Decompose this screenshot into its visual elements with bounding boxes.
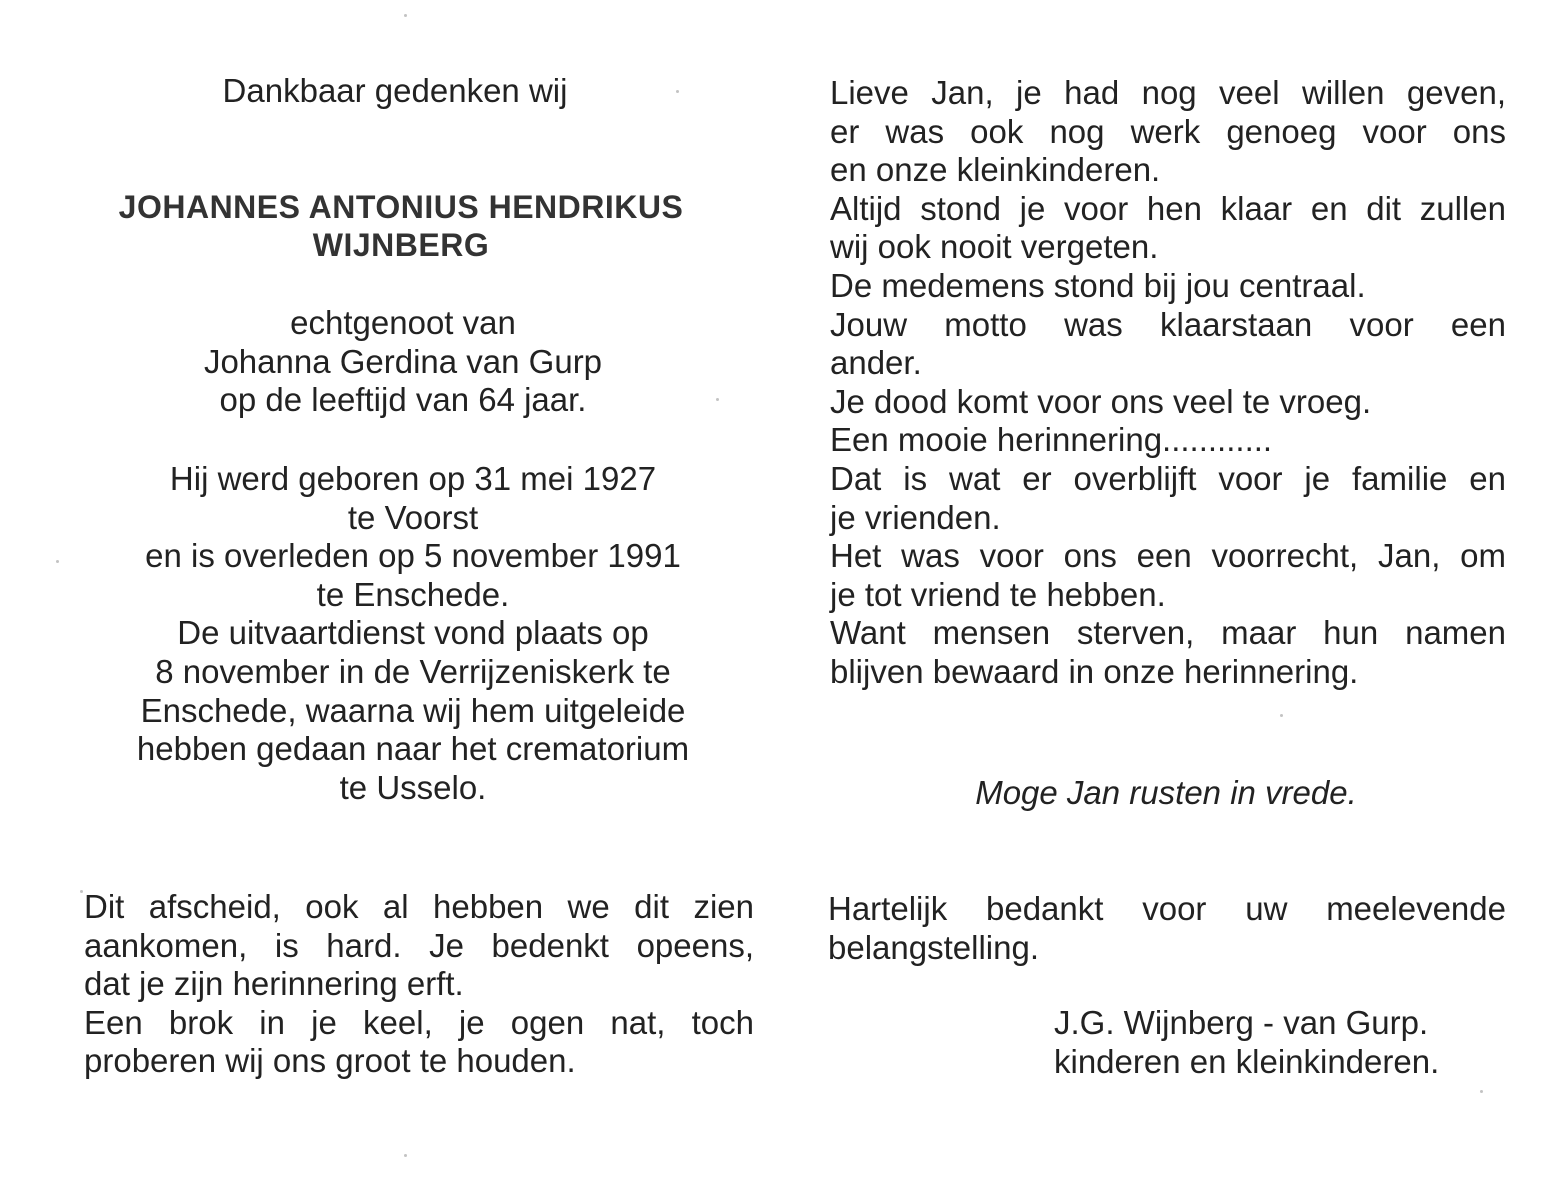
signature — [1054, 1004, 1504, 1081]
poem-line: Altijd stond je voor hen klaar en dit zullen — [830, 189, 1506, 227]
thanks-line: belangstelling. — [828, 928, 1039, 966]
poem-line: Dat is wat er overblijft voor je familie en — [830, 459, 1506, 497]
life-line: Hij werd geboren op 31 mei 1927 — [169, 460, 657, 497]
life-line: te Usselo. — [339, 768, 487, 806]
poem-text — [830, 74, 1506, 692]
life-line: te Voorst — [347, 498, 479, 536]
rest-in-peace: Moge Jan rusten in vrede. — [975, 774, 1357, 811]
poem-line: De medemens stond bij jou centraal. — [830, 266, 1366, 304]
life-details — [70, 460, 756, 807]
scan-speck — [676, 90, 679, 93]
scan-speck — [404, 1154, 407, 1157]
spouse-line: echtgenoot van — [290, 304, 516, 341]
spouse-line: op de leeftijd van 64 jaar. — [219, 381, 587, 419]
poem-line: er was ook nog werk genoeg voor ons — [830, 112, 1506, 150]
spouse-line: Johanna Gerdina van Gurp — [203, 342, 603, 380]
thanks-text — [828, 890, 1506, 967]
life-line: Enschede, waarna wij hem uitgeleide — [140, 691, 686, 729]
scan-speck — [716, 398, 719, 401]
poem-line: Lieve Jan, je had nog veel willen geven, — [830, 74, 1506, 111]
scan-speck — [1480, 1090, 1483, 1093]
farewell-line: proberen wij ons groot te houden. — [84, 1042, 576, 1080]
poem-line: je tot vriend te hebben. — [830, 575, 1166, 613]
scan-speck — [56, 560, 59, 563]
signature-line: kinderen en kleinkinderen. — [1054, 1042, 1440, 1080]
poem-line: Jouw motto was klaarstaan voor een — [830, 305, 1506, 343]
farewell-line: Dit afscheid, ook al hebben we dit zien — [84, 888, 754, 925]
farewell-text — [84, 888, 754, 1081]
life-line: te Enschede. — [316, 575, 510, 613]
farewell-line: Een brok in je keel, je ogen nat, toch — [84, 1003, 754, 1041]
farewell-line: dat je zijn herinnering erft. — [84, 965, 464, 1003]
poem-line: en onze kleinkinderen. — [830, 151, 1161, 189]
deceased-name — [58, 188, 744, 264]
farewell-line: aankomen, is hard. Je bedenkt opeens, — [84, 926, 754, 964]
life-line: hebben gedaan naar het crematorium — [136, 730, 690, 768]
spouse-block — [60, 304, 746, 420]
poem-line: wij ook nooit vergeten. — [830, 228, 1159, 266]
poem-line: Je dood komt voor ons veel te vroeg. — [830, 382, 1372, 420]
scan-speck — [80, 890, 83, 893]
scan-speck — [1280, 714, 1283, 717]
intro-text: Dankbaar gedenken wij — [222, 72, 568, 109]
life-line: en is overleden op 5 november 1991 — [145, 537, 681, 575]
poem-line: Want mensen sterven, maar hun namen — [830, 614, 1506, 652]
signature-line: J.G. Wijnberg - van Gurp. — [1054, 1004, 1429, 1041]
scan-speck — [404, 14, 407, 17]
life-line: 8 november in de Verrijzeniskerk te — [155, 652, 671, 690]
name-line-2: WIJNBERG — [312, 227, 490, 263]
life-line: De uitvaartdienst vond plaats op — [177, 614, 649, 652]
poem-line: ander. — [830, 344, 922, 382]
poem-line: Een mooie herinnering............ — [830, 421, 1273, 459]
poem-line: Het was voor ons een voorrecht, Jan, om — [830, 537, 1506, 575]
poem-line: blijven bewaard in onze herinnering. — [830, 652, 1359, 690]
thanks-line: Hartelijk bedankt voor uw meelevende — [828, 890, 1506, 927]
name-line-1: JOHANNES ANTONIUS HENDRIKUS — [118, 189, 684, 225]
poem-line: je vrienden. — [830, 498, 1001, 536]
